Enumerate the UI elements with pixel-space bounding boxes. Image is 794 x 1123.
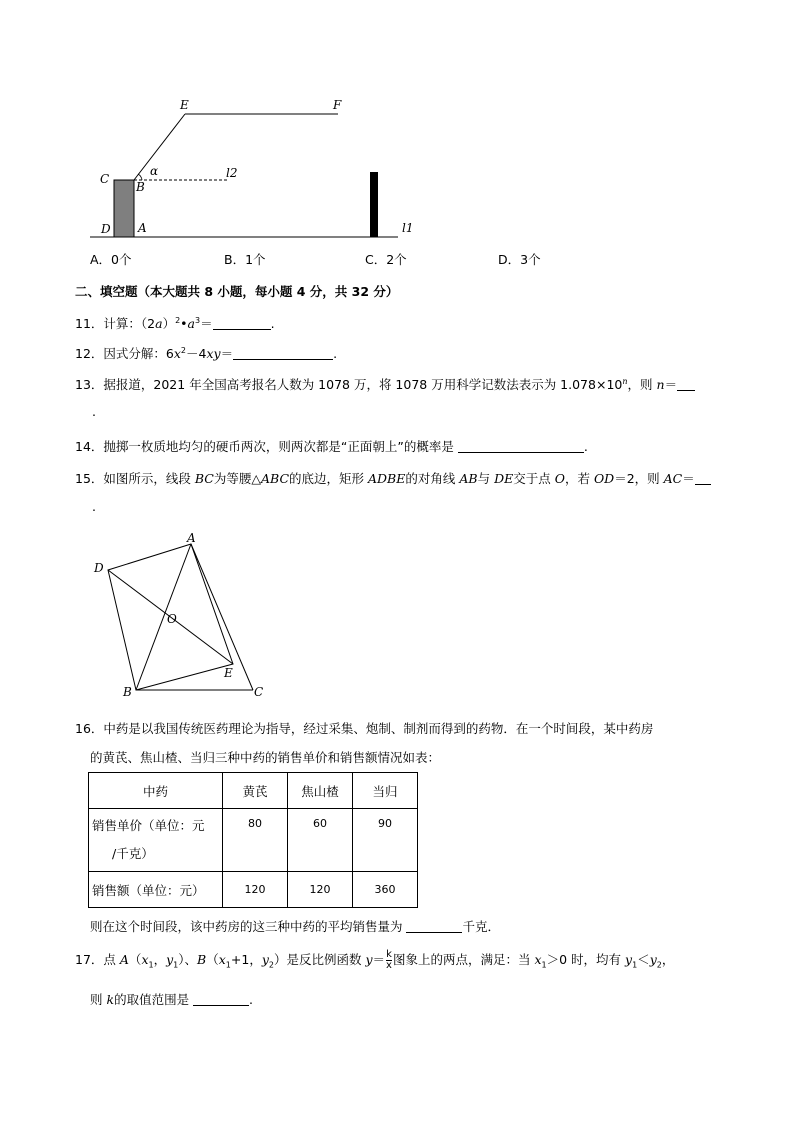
label-D: D (94, 561, 104, 575)
q17-text-4: （ (206, 952, 219, 967)
q17-text-8: ＞0 时，均有 (546, 952, 626, 967)
building-right (370, 172, 378, 237)
q12-exp: 2 (180, 345, 187, 355)
table-header-row (89, 773, 418, 809)
q17-y2b: y (649, 952, 657, 967)
table-cell: 80 (223, 809, 288, 872)
q15-text-8: ＝2，则 (614, 471, 664, 486)
table-cell: 120 (223, 872, 288, 908)
q16-after (90, 917, 500, 935)
header-cell: 当归 (353, 773, 418, 809)
label-B: B (136, 180, 145, 194)
q17-y2: y (261, 952, 269, 967)
label-A: A (187, 531, 196, 545)
q16-line1: 16．中药是以我国传统医药理论为指导，经过采集、炮制、制剂而得到的药物．在一个时间段，某中药房 (75, 721, 654, 736)
q17-end: . (249, 992, 254, 1007)
q11-exp-3: 3 (195, 315, 201, 325)
option-b: B．1个 (224, 252, 266, 267)
q15-text-4: 的对角线 (405, 471, 460, 486)
q14-end: . (583, 439, 588, 454)
q17-sub: 1 (173, 960, 179, 970)
option-d: D．3个 (498, 252, 541, 267)
q15-OD: OD (593, 471, 615, 486)
q17-y1: y (166, 952, 174, 967)
label-C: C (100, 172, 110, 186)
q11-dot: • (180, 316, 188, 331)
q11-mid: ） (162, 316, 176, 331)
q13-equals: ＝ (664, 377, 678, 392)
q17-text-9: ， (661, 952, 675, 967)
q17-line2-b: 的取值范围是 (114, 992, 194, 1007)
row-label-sales: 销售额（单位：元） (89, 872, 223, 908)
option-a: A．0个 (90, 252, 132, 267)
q16-after-text: 则在这个时间段，该中药房的这三种中药的平均销售量为 (90, 919, 407, 934)
q17-x1: x (141, 952, 149, 967)
table-row-price (89, 809, 418, 872)
q15-ABC: ABC (261, 471, 290, 486)
q12-var-x: x (173, 346, 181, 361)
q15-text-2: 为等腰△ (213, 471, 261, 486)
q11-var-a: a (155, 316, 163, 331)
q11-answer-blank[interactable] (213, 317, 271, 330)
side-AC (191, 544, 253, 690)
q17-sub: 1 (632, 960, 638, 970)
q15-equals: ＝ (682, 471, 695, 486)
q17-sub: 1 (541, 960, 547, 970)
question-13 (75, 375, 695, 393)
q17-B: B (197, 952, 207, 967)
q13-text: 13．据报道，2021 年全国高考报名人数为 1078 万，将 1078 万用科学记数法表示为 1.078×10 (75, 377, 623, 392)
q17-less-than: ＜ (637, 952, 650, 967)
q17-fraction (386, 950, 392, 971)
q11-end: . (270, 316, 275, 331)
q17-text-3: ）、 (178, 952, 198, 967)
q12-end: . (333, 346, 338, 361)
label-O: O (167, 612, 177, 626)
q15-BC: BC (194, 471, 214, 486)
fraction-denominator: x (386, 960, 392, 971)
q13-tail: ，则 (627, 377, 657, 392)
diagonal-AB (136, 544, 191, 690)
q16-line2: 的黄芪、焦山楂、当归三种中药的销售单价和销售额情况如表： (90, 750, 441, 765)
label-D: D (101, 222, 111, 236)
q13-line2: . (92, 404, 96, 419)
q12-equals: ＝ (220, 346, 234, 361)
q15-O: O (554, 471, 565, 486)
q15-text-6: 交于点 (513, 471, 555, 486)
label-B: B (123, 685, 132, 699)
q17-x1c: x (534, 952, 542, 967)
q17-y1b: y (625, 952, 633, 967)
question-15 (75, 469, 711, 487)
header-cell: 黄芪 (223, 773, 288, 809)
figure-buildings (80, 95, 420, 243)
q11-number: 11． (75, 316, 104, 331)
q16-answer-blank[interactable] (406, 920, 462, 933)
q15-text-7: ，若 (564, 471, 594, 486)
q12-var-xy: xy (206, 346, 221, 361)
q12-prefix: 因式分解：6 (103, 346, 174, 361)
q17-k: k (106, 992, 115, 1007)
q17-equals: ＝ (372, 952, 386, 967)
q13-exp-n: n (622, 376, 628, 386)
q11-equals: ＝ (200, 316, 213, 331)
option-c: C．2个 (365, 252, 407, 267)
q17-sub: 2 (268, 960, 274, 970)
table-cell: 60 (288, 809, 353, 872)
row-label-price (89, 809, 223, 872)
q17-line2-a: 则 (90, 992, 107, 1007)
table-cell: 90 (353, 809, 418, 872)
question-12 (75, 344, 337, 362)
q15-text-5: 与 (477, 471, 495, 486)
label-F: F (333, 98, 342, 112)
fraction-numerator: k (386, 949, 392, 960)
q17-comma: ， (153, 952, 167, 967)
q15-text-1: 15．如图所示，线段 (75, 471, 195, 486)
q13-var-n: n (656, 377, 665, 392)
q11-exp-2: 2 (175, 315, 181, 325)
medicine-table (88, 772, 418, 908)
q17-text-5: +1， (230, 952, 262, 967)
header-cell: 中药 (89, 773, 223, 809)
question-11 (75, 314, 275, 332)
q17-sub: 2 (656, 960, 662, 970)
q15-answer-blank[interactable] (695, 472, 711, 485)
q15-DE: DE (494, 471, 514, 486)
label-E: E (180, 98, 189, 112)
q16-unit: 千克． (462, 919, 500, 934)
q17-text-1: 17．点 (75, 952, 120, 967)
q17-text-6: ）是反比例函数 (273, 952, 366, 967)
q15-AC: AC (663, 471, 683, 486)
label-l2: l2 (226, 166, 238, 180)
label-A: A (138, 221, 147, 235)
q15-AB: AB (459, 471, 478, 486)
q12-number: 12． (75, 346, 104, 361)
row-label-price-b: /千克） (112, 846, 154, 861)
label-E: E (224, 666, 233, 680)
q17-text-7: 图象上的两点，满足：当 (392, 952, 535, 967)
question-17 (75, 950, 674, 971)
q17-y: y (365, 952, 373, 967)
table-cell: 120 (288, 872, 353, 908)
label-l1: l1 (402, 221, 414, 235)
building-left (114, 180, 134, 237)
row-label-price-a: 销售单价（单位：元 (92, 818, 205, 833)
section-heading: 二、填空题（本大题共 8 小题，每小题 4 分，共 32 分） (75, 284, 399, 299)
q17-line2 (90, 990, 253, 1008)
q14-answer-blank[interactable] (458, 440, 584, 453)
q13-answer-blank[interactable] (677, 378, 695, 391)
q15-line2: . (92, 499, 96, 514)
q14-text: 14．抛掷一枚质地均匀的硬币两次，则两次都是“正面朝上”的概率是 (75, 439, 458, 454)
question-14 (75, 437, 588, 455)
q17-text-2: （ (128, 952, 142, 967)
header-cell: 焦山楂 (288, 773, 353, 809)
q11-var-a2: a (187, 316, 195, 331)
q17-A: A (119, 952, 129, 967)
table-row-sales (89, 872, 418, 908)
q11-prefix: 计算：（2 (103, 316, 156, 331)
q17-answer-blank[interactable] (193, 993, 249, 1006)
q15-ADBE: ADBE (368, 471, 406, 486)
figure-rectangle-triangle (88, 530, 278, 700)
table-cell: 360 (353, 872, 418, 908)
q17-sub: 1 (225, 960, 231, 970)
q15-text-3: 的底边，矩形 (289, 471, 368, 486)
label-alpha: α (150, 164, 159, 178)
q17-x1b: x (218, 952, 226, 967)
q12-minus: －4 (186, 346, 207, 361)
line-BE (134, 114, 185, 180)
q17-sub: 1 (148, 960, 154, 970)
q12-answer-blank[interactable] (233, 347, 333, 360)
label-C: C (254, 685, 264, 699)
